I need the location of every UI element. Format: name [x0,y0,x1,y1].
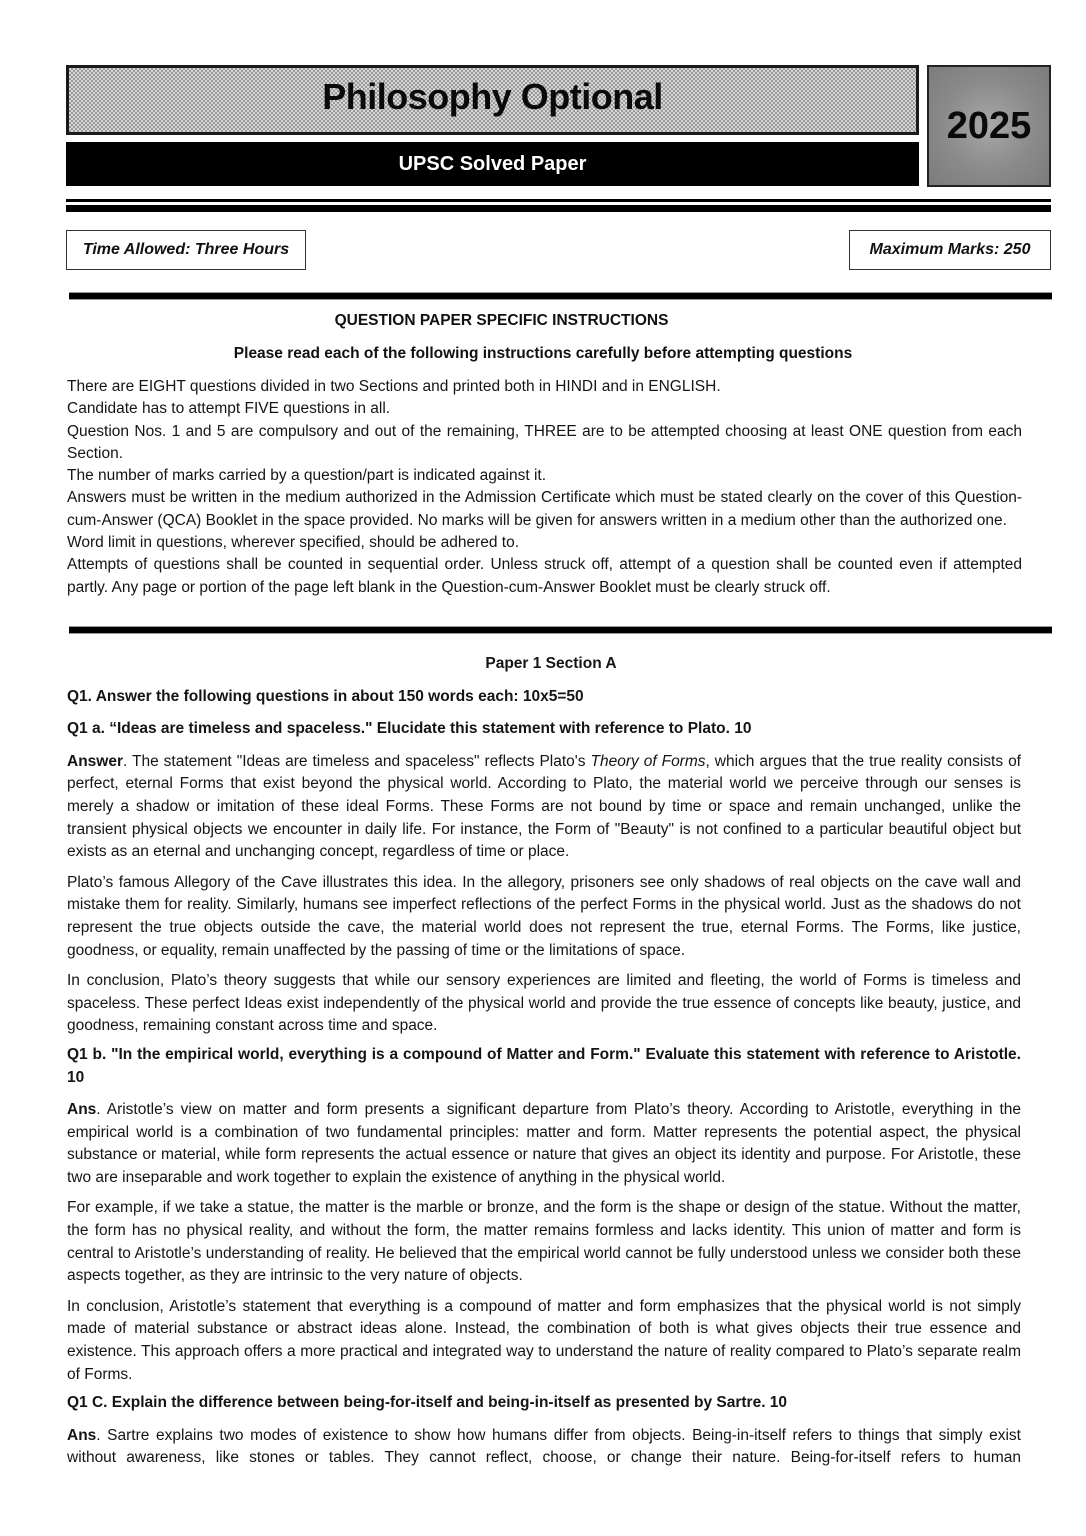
time-allowed-label: Time Allowed: Three Hours [82,241,290,258]
question-heading: Q1. Answer the following questions in about 150 words each: 10x5=50 [67,687,584,705]
title-banner [66,65,919,135]
time-allowed-box [66,230,306,270]
instruction-item: Word limit in questions, wherever specified, should be adhered to. [67,534,520,552]
instructions-divider [69,627,1052,633]
answer-label: Answer [67,752,123,770]
answer-paragraph: Answer. The statement "Ideas are timeless and spaceless" reflects Plato's Theory of Forms, which argues that the true reality consists of perfect, eternal Forms that exist beyond the physical world. According to Plato, the material world we perceive through our senses is merely a shadow or imitation of these ideal Forms. These Forms are not bound by time or space and remain unchanged, unlike the transient physical objects we encounter in daily life. For instance, the Form of "Beauty" is not confined to a particular beautiful object but exists as an eternal and unchanging concept, regardless of time or place. [67,752,1021,861]
emphasis-theory-of-forms: Theory of Forms [590,752,706,770]
instruction-item: The number of marks carried by a question/part is indicated against it. [67,467,547,485]
maximum-marks-label: Maximum Marks: 250 [869,241,1031,258]
section-title: Paper 1 Section A [485,655,617,672]
subtitle-banner [66,142,919,186]
question-q1a: Q1 a. “Ideas are timeless and spaceless." Elucidate this statement with reference to Plato. 10 [67,720,752,738]
answer-paragraph: For example, if we take a statue, the matter is the marble or bronze, and the form is the shape or design of the statue. Without the matter, the form has no physical reality, and without the form, the matter remains formless and lacks identity. This union of matter and form is central to Aristotle’s understanding of reality. He believed that the empirical world cannot be fully understood unless we consider both these aspects together, as they are intrinsic to the very nature of objects. [67,1199,1021,1285]
answer-label: Ans [67,1426,97,1444]
year-badge [927,65,1051,187]
answer-paragraph: Ans. Sartre explains two modes of existence to show how humans differ from objects. Being-in-itself refers to things that simply exist without awareness, like stones or tables. They cannot reflect, choose, or change their nature. Being-for-itself refers to human [67,1426,1021,1467]
header-divider [66,199,1051,212]
answer-paragraph: In conclusion, Plato’s theory suggests that while our sensory experiences are limited and fleeting, the world of Forms is timeless and spaceless. These perfect Ideas exist independently of the physical world and provide the true essence of concepts like beauty, justice, and goodness, remaining constant across time and space. [67,972,1021,1035]
answer-paragraph: In conclusion, Aristotle’s statement that everything is a compound of matter and form emphasizes that the physical world is not simply made of material substance or abstract ideas alone. Instead, the combination of both is what gives objects their true essence and existence. This approach offers a more practical and integrated way to understand the nature of reality compared to Plato’s separate realm of Forms. [67,1297,1021,1383]
document-title: Philosophy Optional [322,76,663,117]
instruction-item: Question Nos. 1 and 5 are compulsory and out of the remaining, THREE are to be attempted choosing at least ONE question from each Section. [67,422,1022,462]
document-subtitle: UPSC Solved Paper [398,152,587,175]
year-label: 2025 [946,104,1032,147]
instructions-list [67,376,1022,599]
answer-paragraph: Ans. Aristotle’s view on matter and form presents a significant departure from Plato’s theory. According to Aristotle, everything in the empirical world is a combination of two fundamental principles: matter and form. Matter represents the potential aspect, the physical substance or material, while form represents the actual essence or nature that gives an object its identity and purpose. For Aristotle, these two are inseparable and work together to explain the existence of anything in the physical world. [67,1101,1021,1186]
paper-content [67,653,1021,1478]
answer-paragraph: Plato’s famous Allegory of the Cave illustrates this idea. In the allegory, prisoners see only shadows of real objects on the cave wall and mistake them for reality. Similarly, humans see imperfect reflections of the perfect Forms in the physical world. Just as the shadows do not represent the true objects outside the cave, the material world does not represent the true, eternal Forms. The Forms, like justice, goodness, or equality, remain unaffected by the passing of time or the limitations of space. [67,873,1021,959]
instructions-heading: QUESTION PAPER SPECIFIC INSTRUCTIONS [334,312,669,329]
instruction-item: There are EIGHT questions divided in two Sections and printed both in HINDI and in ENGLISH. [67,378,721,395]
instruction-item: Attempts of questions shall be counted in sequential order. Unless struck off, attempt of a question shall be counted even if attempted partly. Any page or portion of the page left blank in the Question-cum-Answer Booklet must be clearly struck off. [67,556,1022,596]
question-q1c: Q1 C. Explain the difference between being-for-itself and being-in-itself as presented by Sartre. 10 [67,1394,788,1412]
meta-divider [69,293,1052,299]
instructions-subheading: Please read each of the following instructions carefully before attempting questions [233,345,853,362]
answer-label: Ans [67,1101,97,1119]
instruction-item: Candidate has to attempt FIVE questions in all. [67,400,391,418]
question-q1b: Q1 b. "In the empirical world, everything is a compound of Matter and Form." Evaluate this statement with reference to Aristotle. 10 [67,1045,1021,1086]
maximum-marks-box [849,230,1051,270]
instruction-item: Answers must be written in the medium authorized in the Admission Certificate which must be stated clearly on the cover of this Question-cum-Answer (QCA) Booklet in the space provided. No marks will be given for answers written in a medium other than the authorized one. [67,489,1022,529]
